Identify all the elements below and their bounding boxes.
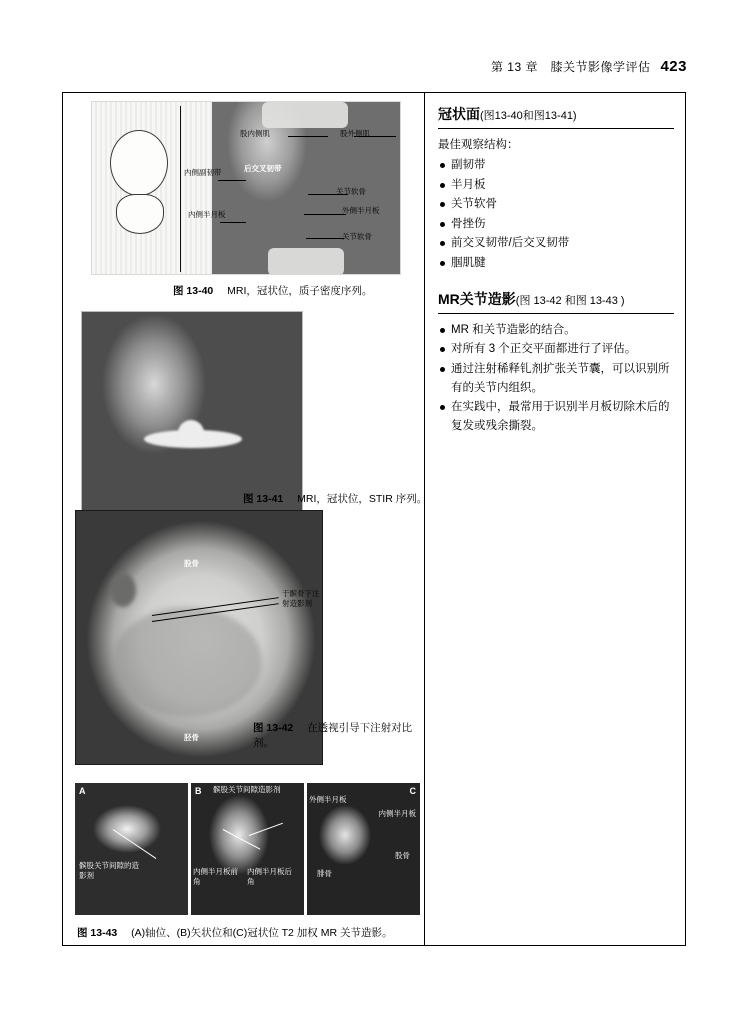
label-patellofemoral-contrast-a: 髌股关节间隙的造影剂 [79,861,139,880]
figure-13-41-caption-text: MRI，冠状位，STIR 序列。 [297,493,428,505]
label-medial-meniscus: 内侧半月板 [378,809,416,818]
mr-arthrography-section [438,289,674,436]
list-item: MR 和关节造影的结合。 [438,321,674,340]
section-title-mr-suffix: (图 13-42 和图 13-43 ) [515,294,625,307]
label-articular-cartilage-2: 关节软骨 [342,232,372,241]
figure-13-42-caption-label: 图 13-42 [253,722,294,734]
leader-line [306,238,344,239]
leader-line [288,136,328,137]
figure-13-40-caption-label: 图 13-40 [173,285,214,297]
figure-13-43-panel-a [75,783,188,915]
label-medial-meniscus-posterior-horn: 内侧半月板后角 [247,867,292,886]
list-item: 对所有 3 个正交平面都进行了评估。 [438,340,674,359]
list-item: 骨挫伤 [438,215,674,234]
label-articular-cartilage-1: 关节软骨 [336,187,366,196]
column-divider [424,92,425,946]
label-fibula: 腓骨 [317,869,332,878]
section-rule [438,128,674,129]
label-posterior-cruciate-ligament: 后交叉韧带 [244,164,282,173]
section-title-mr-text: MR关节造影 [438,290,516,307]
section-title-coronal-suffix: (图13-40和图13-41) [480,110,577,122]
label-lateral-meniscus: 外侧半月板 [342,206,380,215]
figure-13-42-caption-text: 在透视引导下注射对比剂。 [253,722,413,750]
leader-line [304,214,346,215]
figure-13-40-caption-text: MRI，冠状位，质子密度序列。 [227,285,373,297]
figure-13-41-caption [243,491,427,506]
mr-arthrography-bullet-list [438,321,674,436]
list-item: 前交叉韧带/后交叉韧带 [438,234,674,253]
section-rule [438,313,674,314]
label-vastus-medialis: 股内侧肌 [240,129,270,138]
list-item: 副韧带 [438,156,674,175]
figure-13-42-caption [253,721,423,751]
figure-13-43-caption-text: (A)轴位、(B)矢状位和(C)冠状位 T2 加权 MR 关节造影。 [131,927,393,939]
femur-drawing [110,130,168,196]
left-column [63,93,428,945]
page-header [491,58,687,75]
label-patellofemoral-contrast-b: 髌股关节间隙造影剂 [213,785,281,794]
figure-13-40-mri-panel [212,102,401,274]
section-title-coronal-text: 冠状面 [438,106,480,122]
axial-mr-image [75,783,188,915]
figure-13-43-caption [77,925,392,940]
label-vastus-lateralis: 股外侧肌 [340,129,370,138]
tibia-drawing [116,194,164,234]
label-tibia: 胫骨 [184,733,199,742]
list-item: 腘肌腱 [438,254,674,273]
tibia-shaft [268,248,344,275]
figure-13-40-line-drawing-panel [92,102,212,274]
label-femur-c: 股骨 [395,851,410,860]
coronal-bullet-list [438,156,674,273]
figure-13-43-panel-c [307,783,420,915]
list-item: 在实践中，最常用于识别半月板切除术后的复发或残余撕裂。 [438,398,674,435]
figure-13-41-caption-label: 图 13-41 [243,493,284,505]
chapter-title: 第 13 章 膝关节影像学评估 [490,60,651,74]
section-title-mr-arthrography [438,289,674,310]
coronal-lede: 最佳观察结构： [438,138,519,151]
figure-13-40-image [91,101,401,275]
reference-line [180,106,181,272]
panel-letter-c: C [409,786,416,796]
right-column [438,104,674,436]
femur-shaft [262,102,348,128]
contrast-spot [110,573,136,607]
label-medial-collateral-ligament: 内侧副韧带 [184,168,222,177]
list-item: 通过注射稀释钆剂扩张关节囊，可以识别所有的关节内组织。 [438,360,674,397]
label-medial-meniscus: 内侧半月板 [188,210,226,219]
list-item: 关节软骨 [438,195,674,214]
list-item: 半月板 [438,176,674,195]
label-medial-meniscus-anterior-horn: 内侧半月板前角 [193,867,238,886]
leader-line [220,222,246,223]
section-title-coronal [438,104,674,125]
label-lateral-meniscus: 外侧半月板 [309,795,347,804]
panel-letter-b: B [195,786,202,796]
figure-13-40-caption [173,283,372,298]
label-femur: 股骨 [184,559,199,568]
leader-line [218,180,246,181]
femur-shadow [112,607,262,717]
sagittal-mr-image [191,783,304,915]
page-number: 423 [660,58,687,75]
figure-13-43-caption-label: 图 13-43 [77,927,118,939]
figure-13-43-image [75,783,420,915]
cruciate-highlight [178,420,204,446]
panel-letter-a: A [79,786,86,796]
coronal-plane-section [438,104,674,273]
figure-13-43-panel-b [191,783,304,915]
label-contrast-injection: 于髌骨下注射造影剂 [282,589,320,609]
